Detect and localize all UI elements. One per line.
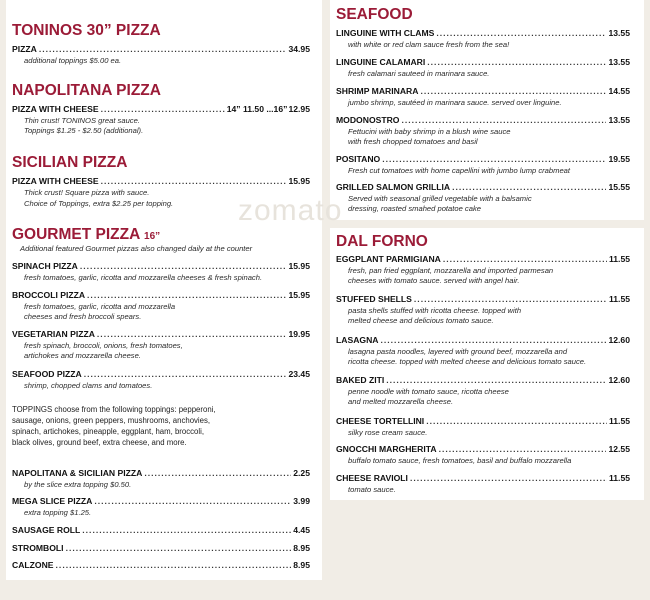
item-description: Choice of Toppings, extra $2.25 per topping. [24, 199, 174, 208]
leader-dots [82, 525, 291, 536]
menu-item-gnocchi-margherita [336, 444, 630, 455]
menu-item-napolitana-cheese [12, 104, 310, 115]
item-price: 12.60 [608, 335, 630, 345]
item-name: MODONOSTRO [336, 115, 400, 125]
leader-dots [402, 115, 607, 126]
item-name: BAKED ZITI [336, 375, 385, 385]
toppings-line: spinach, artichokes, pineapple, eggplant, ham, broccoli, [12, 427, 205, 436]
item-description: fresh, pan fried eggplant, mozzarella and imported parmesan [348, 266, 554, 275]
item-name: POSITANO [336, 154, 381, 164]
item-name: STUFFED SHELLS [336, 294, 412, 304]
item-price: 15.95 [288, 261, 310, 271]
item-name: CALZONE [12, 560, 54, 570]
item-name: PIZZA WITH CHEESE [12, 104, 99, 114]
item-description: ricotta cheese. topped with melted cheese and delicious tomato sauce. [348, 357, 587, 366]
item-description: cheeses and fresh broccoli spears. [24, 312, 142, 321]
menu-item-modonostro [336, 115, 630, 126]
item-description: dressing, roasted smahed potatoe cake [348, 204, 481, 213]
item-price: 19.55 [608, 154, 630, 164]
item-price: 4.45 [293, 525, 310, 535]
napolitana-section-title: NAPOLITANA PIZZA [12, 82, 161, 99]
item-sizes: 14” 11.50 ...16” [226, 104, 288, 114]
item-name: CHEESE TORTELLINI [336, 416, 425, 426]
item-price: 8.95 [293, 543, 310, 553]
menu-item-calzone [12, 560, 310, 571]
sicilian-section-title: SICILIAN PIZZA [12, 154, 128, 171]
item-price: 11.55 [608, 473, 630, 483]
leader-dots [381, 335, 607, 346]
menu-item-baked-ziti [336, 375, 630, 386]
menu-item-stromboli [12, 543, 310, 554]
leader-dots [101, 104, 225, 115]
item-price: 13.55 [608, 28, 630, 38]
tonino-section-title: TONINOS 30” PIZZA [12, 22, 161, 39]
menu-item-linguine-clams [336, 28, 630, 39]
seafood-section-title: SEAFOOD [336, 6, 413, 23]
item-price: 13.55 [608, 57, 630, 67]
leader-dots [436, 28, 606, 39]
item-description: lasagna pasta noodles, layered with ground beef, mozzarella and [348, 347, 568, 356]
leader-dots [87, 290, 286, 301]
menu-item-positano [336, 154, 630, 165]
item-description: shrimp, chopped clams and tomatoes. [24, 381, 153, 390]
leader-dots [144, 468, 291, 479]
gourmet-size: 16” [144, 231, 161, 242]
item-description: fresh spinach, broccoli, onions, fresh tomatoes, [24, 341, 183, 350]
leader-dots [56, 560, 292, 571]
leader-dots [101, 176, 287, 187]
item-name: GNOCCHI MARGHERITA [336, 444, 437, 454]
item-price: 34.95 [288, 44, 310, 54]
item-price: 23.45 [288, 369, 310, 379]
item-price: 15.95 [288, 176, 310, 186]
item-price: 13.55 [608, 115, 630, 125]
item-description: Fresh cut tomatoes with home capellini with jumbo lump crabmeat [348, 166, 571, 175]
leader-dots [410, 473, 607, 484]
item-description: Thick crust! Square pizza with sauce. [24, 188, 150, 197]
leader-dots [84, 369, 287, 380]
menu-item-broccoli-pizza [12, 290, 310, 301]
menu-item-cheese-ravioli [336, 473, 630, 484]
item-price: 11.55 [608, 294, 630, 304]
menu-item-pizza [12, 44, 310, 55]
gourmet-title-text: GOURMET PIZZA [12, 226, 140, 243]
item-price: 15.95 [288, 290, 310, 300]
watermark: zomato [238, 194, 343, 227]
item-description: extra topping $1.25. [24, 508, 92, 517]
item-name: LINGUINE CALAMARI [336, 57, 426, 67]
item-name: SPINACH PIZZA [12, 261, 78, 271]
item-price: 2.25 [293, 468, 310, 478]
item-description: with fresh chopped tomatoes and basil [348, 137, 478, 146]
menu-item-stuffed-shells [336, 294, 630, 305]
item-name: LINGUINE WITH CLAMS [336, 28, 435, 38]
item-price: 19.95 [288, 329, 310, 339]
menu-item-seafood-pizza [12, 369, 310, 380]
item-name: CHEESE RAVIOLI [336, 473, 408, 483]
item-description: and melted mozzarella cheese. [348, 397, 454, 406]
menu-item-eggplant-parmigiana [336, 254, 630, 265]
item-price: 12.95 [288, 104, 310, 114]
item-name: PIZZA [12, 44, 37, 54]
seafood-panel [330, 0, 644, 220]
item-description: pasta shells stuffed with ricotta cheese. topped with [348, 306, 522, 315]
item-name: EGGPLANT PARMIGIANA [336, 254, 441, 264]
item-price: 8.95 [293, 560, 310, 570]
item-description: fresh calamari sauteed in marinara sauce. [348, 69, 490, 78]
item-description: artichokes and mozzarella cheese. [24, 351, 141, 360]
menu-item-shrimp-marinara [336, 86, 630, 97]
item-description: Toppings $1.25 - $2.50 (additional). [24, 126, 144, 135]
item-description: with white or red clam sauce fresh from the sea! [348, 40, 510, 49]
menu-item-vegetarian-pizza [12, 329, 310, 340]
item-description: jumbo shrimp, sautéed in marinara sauce. served over linguine. [348, 98, 562, 107]
leader-dots [439, 444, 607, 455]
item-description: Fettucini with baby shrimp in a blush wine sauce [348, 127, 511, 136]
item-name: LASAGNA [336, 335, 379, 345]
leader-dots [97, 329, 287, 340]
item-name: NAPOLITANA & SICILIAN PIZZA [12, 468, 143, 478]
leader-dots [452, 182, 606, 193]
menu-item-cheese-tortellini [336, 416, 630, 427]
menu-item-lasagna [336, 335, 630, 346]
item-description: silky rose cream sauce. [348, 428, 428, 437]
leader-dots [80, 261, 287, 272]
dal-forno-section-title: DAL FORNO [336, 233, 428, 250]
item-description: buffalo tomato sauce, fresh tomatoes, basil and buffalo mozzarella [348, 456, 572, 465]
toppings-line: black olives, ground beef, extra cheese, and more. [12, 438, 187, 447]
menu-item-napolitana-sicilian [12, 468, 310, 479]
item-name: STROMBOLI [12, 543, 64, 553]
item-name: SAUSAGE ROLL [12, 525, 81, 535]
item-description: tomato sauce. [348, 485, 396, 494]
menu-item-spinach-pizza [12, 261, 310, 272]
item-name: MEGA SLICE PIZZA [12, 496, 93, 506]
item-price: 11.55 [608, 416, 630, 426]
toppings-line: sausage, onions, green peppers, mushrooms, anchovies, [12, 416, 211, 425]
leader-dots [443, 254, 607, 265]
item-price: 12.55 [608, 444, 630, 454]
item-description: by the slice extra topping $0.50. [24, 480, 132, 489]
dal-forno-panel [330, 228, 644, 500]
leader-dots [386, 375, 606, 386]
leader-dots [94, 496, 291, 507]
item-description: cheeses with tomato sauce. served with angel hair. [348, 276, 520, 285]
toppings-line: TOPPINGS choose from the following toppings: pepperoni, [12, 405, 216, 414]
item-description: fresh tomatoes, garlic, ricotta and mozzarella [24, 302, 176, 311]
item-price: 12.60 [608, 375, 630, 385]
leader-dots [39, 44, 287, 55]
item-description: melted cheese and delicious tomato sauce. [348, 316, 494, 325]
menu-item-sausage-roll [12, 525, 310, 536]
item-price: 3.99 [293, 496, 310, 506]
item-description: fresh tomatoes, garlic, ricotta and mozzarella cheeses & fresh spinach. [24, 273, 263, 282]
item-name: GRILLED SALMON GRILLIA [336, 182, 451, 192]
item-description: penne noodle with tomato sauce, ricotta cheese [348, 387, 509, 396]
gourmet-note: Additional featured Gourmet pizzas also changed daily at the counter [20, 244, 253, 253]
leader-dots [382, 154, 606, 165]
leader-dots [427, 57, 606, 68]
item-description: Served with seasonal grilled vegetable with a balsamic [348, 194, 532, 203]
menu-item-grilled-salmon [336, 182, 630, 193]
leader-dots [420, 86, 606, 97]
gourmet-section-title [12, 226, 160, 246]
item-name: SHRIMP MARINARA [336, 86, 419, 96]
item-name: VEGETARIAN PIZZA [12, 329, 95, 339]
item-price: 14.55 [608, 86, 630, 96]
item-description: additional toppings $5.00 ea. [24, 56, 122, 65]
item-price: 15.55 [608, 182, 630, 192]
menu-item-mega-slice [12, 496, 310, 507]
item-price: 11.55 [608, 254, 630, 264]
item-name: PIZZA WITH CHEESE [12, 176, 99, 186]
menu-item-sicilian-cheese [12, 176, 310, 187]
leader-dots [66, 543, 292, 554]
leader-dots [414, 294, 607, 305]
left-menu-panel [6, 0, 322, 580]
item-name: SEAFOOD PIZZA [12, 369, 82, 379]
leader-dots [426, 416, 607, 427]
menu-item-linguine-calamari [336, 57, 630, 68]
item-description: Thin crust! TONINOS great sauce. [24, 116, 140, 125]
item-name: BROCCOLI PIZZA [12, 290, 86, 300]
